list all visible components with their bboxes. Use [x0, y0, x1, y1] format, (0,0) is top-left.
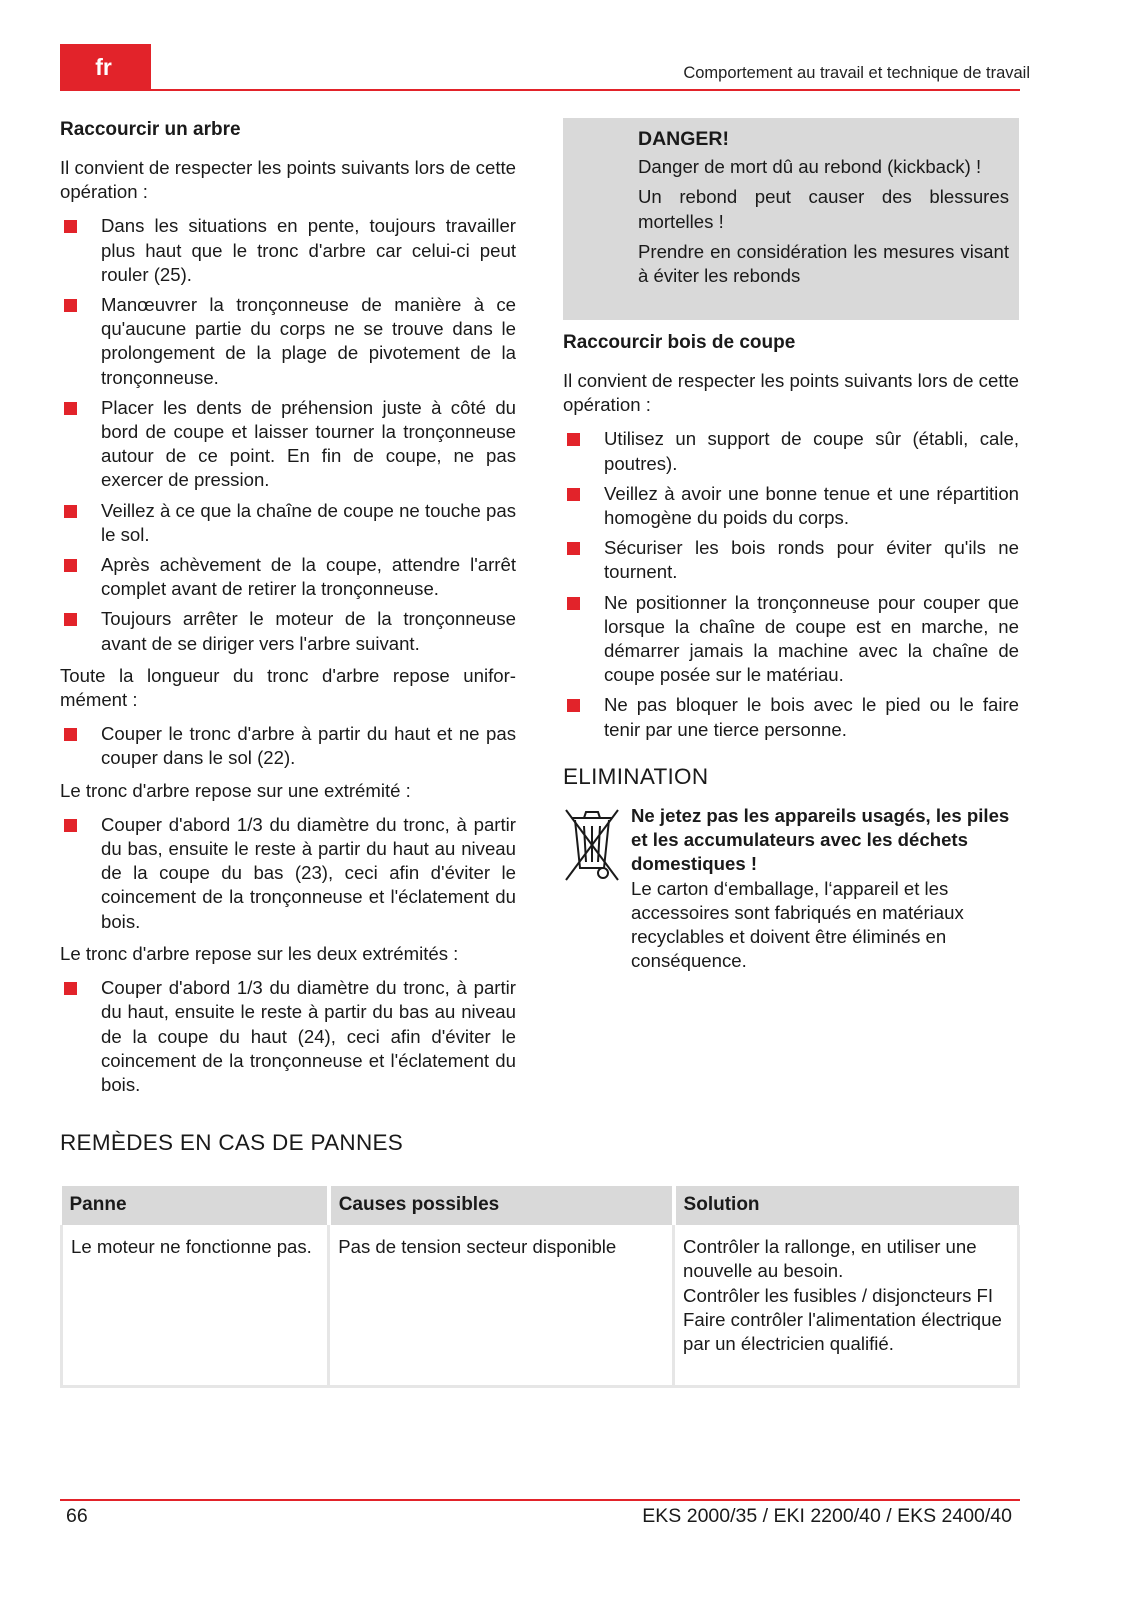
- bullet-list-right: [563, 427, 1019, 741]
- crossed-bin-icon: [562, 806, 622, 882]
- header-rule: [60, 89, 1020, 91]
- bullet-square-icon: [567, 699, 580, 712]
- bullet-square-icon: [567, 597, 580, 610]
- language-tab: fr: [60, 44, 151, 91]
- list-item: Manœuvrer la tronçonneuse de manière à ce qu'aucune partie du corps ne se trouve dans le prolongement de la plage de pivotement de la tronçonneuse.: [60, 293, 516, 390]
- heading-raccourcir-bois: Raccourcir bois de coupe: [563, 332, 796, 353]
- bullet-square-icon: [64, 299, 77, 312]
- list-item: Dans les situations en pente, toujours travailler plus haut que le tronc d'arbre car celui-ci peut rouler (25).: [60, 214, 516, 287]
- section-header-title: Comportement au travail et technique de travail: [683, 64, 1030, 82]
- bullet-list-2: [60, 722, 516, 770]
- heading-raccourcir-arbre: Raccourcir un arbre: [60, 119, 241, 140]
- column-header-solution: Solution: [674, 1186, 1019, 1225]
- paragraph-one-end: Le tronc d'arbre repose sur une extrémité :: [60, 779, 411, 801]
- cell-cause: Pas de tension secteur disponible: [329, 1225, 674, 1387]
- danger-title: DANGER!: [638, 128, 729, 150]
- danger-box: [563, 118, 1019, 320]
- intro-paragraph: Il convient de respecter les points suivants lors de cette opération :: [60, 157, 516, 203]
- list-item: Ne positionner la tronçonneuse pour couper que lorsque la chaîne de coupe est en marche, ne démarrer jamais la machine avec la chaîne de coupe posée sur le matériau.: [563, 591, 1019, 688]
- list-item: Placer les dents de préhension juste à côté du bord de coupe et laisser tourner la tronçonneuse autour de ce point. En fin de coupe, ne pas exercer de pression.: [60, 396, 516, 493]
- bullet-square-icon: [64, 728, 77, 741]
- paragraph-both-ends: Le tronc d'arbre repose sur les deux extrémités :: [60, 942, 459, 964]
- elimination-warning: Ne jetez pas les appareils usagés, les piles et les accumulateurs avec les déchets domestiques !: [631, 805, 1010, 875]
- bullet-square-icon: [64, 982, 77, 995]
- solution-line: Faire contrôler l'alimentation électrique par un électricien qualifié.: [683, 1308, 1002, 1355]
- intro-paragraph: Il convient de respecter les points suivants lors de cette opération :: [563, 370, 1019, 416]
- bullet-square-icon: [64, 402, 77, 415]
- bullet-list-4: [60, 976, 516, 1097]
- list-item: Sécuriser les bois ronds pour éviter qu'ils ne tournent.: [563, 536, 1019, 584]
- elimination-text-block: [631, 804, 1021, 973]
- list-item: Toujours arrêter le moteur de la tronçonneuse avant de se diriger vers l'arbre suivant.: [60, 607, 516, 655]
- footer-rule: [60, 1499, 1020, 1501]
- list-item: Après achèvement de la coupe, attendre l'arrêt complet avant de retirer la tronçonneuse.: [60, 553, 516, 601]
- bullet-square-icon: [567, 433, 580, 446]
- bullet-list-3: [60, 813, 516, 934]
- list-item: Couper d'abord 1/3 du diamètre du tronc, à partir du bas, ensuite le reste à partir du haut au niveau de la coupe du bas (23), ceci afin d'éviter le coincement de la tronçonneuse et l'éclatement du bois.: [60, 813, 516, 934]
- elimination-text: Le carton d‘emballage, l‘appareil et les accessoires sont fabriqués en matériaux recyclables et doivent être éliminés en conséquence.: [631, 877, 964, 972]
- bullet-list-1: [60, 214, 516, 655]
- list-item: Veillez à avoir une bonne tenue et une répartition homogène du poids du corps.: [563, 482, 1019, 530]
- danger-line: Prendre en considération les mesures visant à éviter les rebonds: [638, 240, 1009, 287]
- page-number: 66: [66, 1505, 88, 1527]
- column-header-causes: Causes possibles: [329, 1186, 674, 1225]
- bullet-square-icon: [64, 505, 77, 518]
- table-row: [62, 1225, 1019, 1387]
- cell-panne: Le moteur ne fonctionne pas.: [62, 1225, 329, 1387]
- bullet-square-icon: [64, 220, 77, 233]
- bullet-square-icon: [567, 488, 580, 501]
- right-column: [563, 331, 1019, 750]
- danger-line: Danger de mort dû au rebond (kickback) !: [638, 156, 982, 178]
- solution-line: Contrôler les fusibles / disjoncteurs FI: [683, 1284, 994, 1306]
- model-names: EKS 2000/35 / EKI 2200/40 / EKS 2400/40: [642, 1505, 1012, 1527]
- heading-elimination: ELIMINATION: [563, 764, 709, 789]
- list-item: Veillez à ce que la chaîne de coupe ne touche pas le sol.: [60, 499, 516, 547]
- left-column: [60, 118, 516, 1105]
- list-item: Couper le tronc d'arbre à partir du haut et ne pas couper dans le sol (22).: [60, 722, 516, 770]
- cell-solution: [674, 1225, 1019, 1387]
- table-header-row: [62, 1186, 1019, 1225]
- bullet-square-icon: [64, 559, 77, 572]
- bullet-square-icon: [64, 819, 77, 832]
- solution-line: Contrôler la rallonge, en utiliser une nouvelle au besoin.: [683, 1236, 977, 1282]
- troubleshooting-table: [60, 1186, 1020, 1388]
- danger-line: Un rebond peut causer des blessures mortelles !: [638, 186, 1009, 232]
- paragraph-uniform: Toute la longueur du tronc d'arbre repose uniformément :: [60, 664, 516, 711]
- list-item: Utilisez un support de coupe sûr (établi, cale, poutres).: [563, 427, 1019, 475]
- bullet-square-icon: [567, 542, 580, 555]
- heading-remedes: REMÈDES EN CAS DE PANNES: [60, 1130, 404, 1155]
- bullet-square-icon: [64, 613, 77, 626]
- list-item: Ne pas bloquer le bois avec le pied ou le faire tenir par une tierce personne.: [563, 693, 1019, 741]
- list-item: Couper d'abord 1/3 du diamètre du tronc, à partir du haut, ensuite le reste à partir du bas au niveau de la coupe du haut (24), ceci afin d'éviter le coincement de la tronçonneuse et l'éclatement du bois.: [60, 976, 516, 1097]
- column-header-panne: Panne: [62, 1186, 329, 1225]
